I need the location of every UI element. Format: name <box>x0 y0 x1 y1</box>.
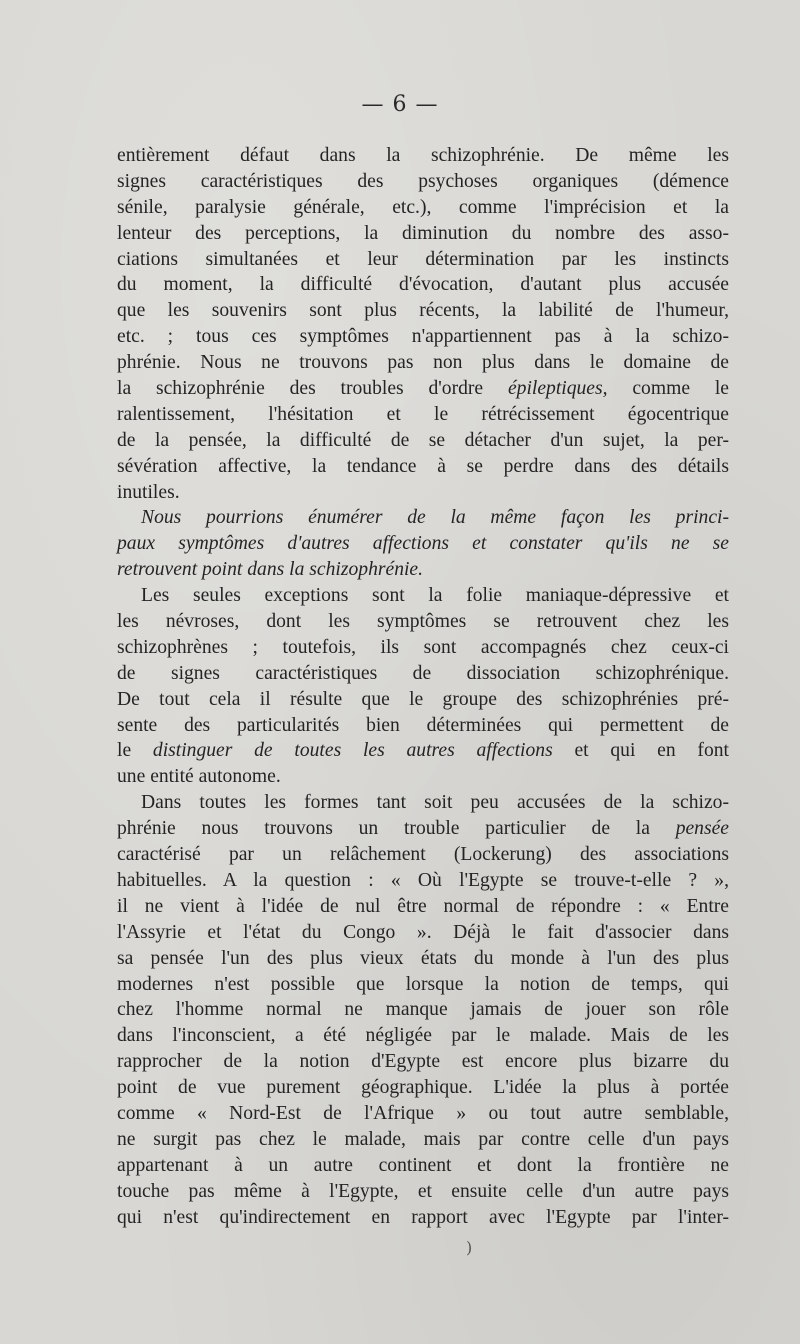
text-line <box>117 1075 729 1101</box>
text-segment: Les seules exceptions sont la folie maniaque-dépressive et <box>141 585 729 607</box>
text-line <box>117 635 729 661</box>
text-line <box>117 1023 729 1049</box>
text-line <box>117 583 729 609</box>
text-segment: comme le <box>632 378 729 400</box>
text-line <box>117 350 729 376</box>
text-segment: appartenant à un autre continent et dont la frontière ne <box>117 1154 729 1176</box>
body-text <box>117 143 729 1230</box>
text-segment: Dans toutes les formes tant soit peu accusées de la schizo- <box>141 792 729 814</box>
italic-segment: distinguer de toutes les autres affections <box>152 740 553 762</box>
text-segment: lenteur des perceptions, la diminution du nombre des asso- <box>117 222 729 244</box>
text-line <box>117 428 729 454</box>
text-line <box>117 195 729 221</box>
text-line <box>117 531 729 557</box>
text-line <box>117 143 729 169</box>
text-line <box>117 816 729 842</box>
text-segment: une entité autonome. <box>117 766 281 788</box>
text-segment: De tout cela il résulte que le groupe des schizophrénies pré- <box>117 688 729 710</box>
text-line <box>117 790 729 816</box>
text-line <box>117 402 729 428</box>
text-segment: sénile, paralysie générale, etc.), comme l'imprécision et la <box>117 196 729 218</box>
text-segment: ciations simultanées et leur détermination par les instincts <box>117 248 729 270</box>
text-line <box>117 972 729 998</box>
text-segment: rapprocher de la notion d'Egypte est encore plus bizarre du <box>117 1051 729 1073</box>
text-line <box>117 1101 729 1127</box>
text-line <box>117 298 729 324</box>
text-segment: ralentissement, l'hésitation et le rétrécissement égocentrique <box>117 403 729 425</box>
text-line <box>117 687 729 713</box>
text-segment: phrénie. Nous ne trouvons pas non plus dans le domaine de <box>117 352 729 374</box>
footer-mark: ) <box>466 1238 473 1257</box>
text-line <box>117 920 729 946</box>
text-segment: phrénie nous trouvons un trouble particulier de la <box>117 818 650 840</box>
text-line <box>117 247 729 273</box>
text-segment: et qui en font <box>574 740 729 762</box>
text-line <box>117 454 729 480</box>
text-segment: ne surgit pas chez le malade, mais par contre celle d'un pays <box>117 1128 729 1150</box>
text-segment: touche pas même à l'Egypte, et ensuite celle d'un autre pays <box>117 1180 729 1202</box>
page-number: — 6 — <box>361 92 439 117</box>
text-segment: sa pensée l'un des plus vieux états du monde à l'un des plus <box>117 947 729 969</box>
text-segment: de la pensée, la difficulté de se détacher d'un sujet, la per- <box>117 429 729 451</box>
text-line <box>117 376 729 402</box>
text-line <box>117 480 729 506</box>
text-line <box>117 169 729 195</box>
text-segment: sente des particularités bien déterminées qui permettent de <box>117 714 729 736</box>
text-line <box>117 1049 729 1075</box>
text-line <box>117 1127 729 1153</box>
text-line <box>117 713 729 739</box>
text-segment: caractérisé par un relâchement (Lockerung) des associations <box>117 844 729 866</box>
text-segment: modernes n'est possible que lorsque la notion de temps, qui <box>117 973 729 995</box>
text-line <box>117 272 729 298</box>
text-segment: inutiles. <box>117 481 180 503</box>
text-line <box>117 842 729 868</box>
text-line <box>117 557 729 583</box>
text-segment: entièrement défaut dans la schizophrénie. De même les <box>117 145 729 166</box>
text-segment: etc. ; tous ces symptômes n'appartiennent pas à la schizo- <box>117 326 729 348</box>
text-segment: du moment, la difficulté d'évocation, d'autant plus accusée <box>117 274 729 296</box>
text-line <box>117 221 729 247</box>
text-segment: les névroses, dont les symptômes se retrouvent chez les <box>117 611 729 633</box>
text-line <box>117 894 729 920</box>
text-segment: de signes caractéristiques de dissociation schizophrénique. <box>117 662 729 684</box>
italic-segment: Nous pourrions énumérer de la même façon les princi- <box>141 507 729 529</box>
italic-segment: retrouvent point dans la schizophrénie. <box>117 559 424 581</box>
text-line <box>117 505 729 531</box>
text-line <box>117 868 729 894</box>
text-line <box>117 1153 729 1179</box>
text-segment: habituelles. A la question : « Où l'Egypte se trouve-t-elle ? », <box>117 869 729 891</box>
text-segment: schizophrènes ; toutefois, ils sont accompagnés chez ceux-ci <box>117 636 729 658</box>
text-line <box>117 609 729 635</box>
text-line <box>117 324 729 350</box>
text-segment: sévération affective, la tendance à se perdre dans des détails <box>117 455 729 477</box>
text-segment: qui n'est qu'indirectement en rapport avec l'Egypte par l'inter- <box>117 1206 729 1228</box>
text-segment: la schizophrénie des troubles d'ordre <box>117 378 484 400</box>
text-line <box>117 661 729 687</box>
text-segment: que les souvenirs sont plus récents, la labilité de l'humeur, <box>117 300 729 322</box>
text-line <box>117 1205 729 1231</box>
text-line <box>117 1179 729 1205</box>
text-segment: chez l'homme normal ne manque jamais de jouer son rôle <box>117 999 729 1021</box>
text-segment: comme « Nord-Est de l'Afrique » ou tout autre semblable, <box>117 1102 729 1124</box>
italic-segment: pensée <box>675 818 729 840</box>
text-line <box>117 738 729 764</box>
text-segment: signes caractéristiques des psychoses organiques (démence <box>117 170 729 192</box>
text-segment: point de vue purement géographique. L'idée la plus à portée <box>117 1077 729 1099</box>
text-segment: le <box>117 740 132 762</box>
italic-segment: paux symptômes d'autres affections et constater qu'ils ne se <box>117 533 729 555</box>
text-line <box>117 764 729 790</box>
text-segment: dans l'inconscient, a été négligée par le malade. Mais de les <box>117 1025 729 1047</box>
text-line <box>117 946 729 972</box>
text-line <box>117 997 729 1023</box>
text-segment: il ne vient à l'idée de nul être normal de répondre : « Entre <box>117 895 729 917</box>
text-segment: l'Assyrie et l'état du Congo ». Déjà le fait d'associer dans <box>117 921 729 943</box>
italic-segment: épileptiques, <box>507 378 608 400</box>
